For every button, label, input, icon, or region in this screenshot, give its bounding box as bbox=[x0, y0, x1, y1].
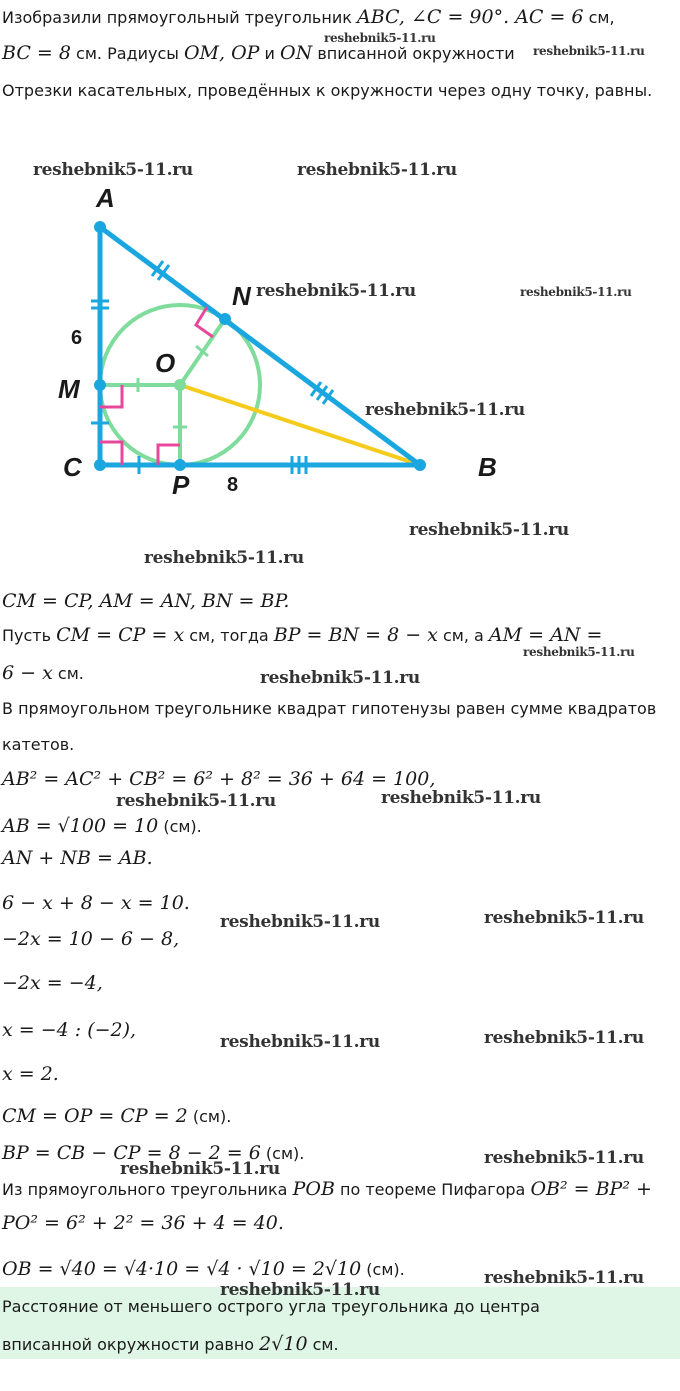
watermark: reshebnik5-11.ru bbox=[484, 1148, 644, 1168]
label-side-bc: 8 bbox=[227, 474, 239, 496]
label-p: P bbox=[172, 470, 190, 500]
sol-line-11: −2x = −4, bbox=[2, 972, 103, 994]
point-b bbox=[414, 459, 426, 471]
point-c bbox=[94, 459, 106, 471]
watermark: reshebnik5-11.ru bbox=[381, 788, 541, 808]
intro-line-1: Изобразили прямоугольный треугольник ABC, ∠C = 90°. AC = 6 см, bbox=[2, 6, 615, 28]
segment-ob bbox=[180, 385, 420, 465]
sol-line-12: x = −4 : (−2), bbox=[2, 1019, 137, 1041]
answer-line-1: Расстояние от меньшего острого угла треугольника до центра bbox=[2, 1297, 540, 1316]
watermark: reshebnik5-11.ru bbox=[256, 281, 416, 301]
intro-line-2: BC = 8 см. Радиусы OM, OP и ON вписанной окружности bbox=[2, 42, 515, 64]
watermark: reshebnik5-11.ru bbox=[484, 1268, 644, 1288]
sol-line-5: катетов. bbox=[2, 735, 75, 754]
sol-line-6: AB² = AC² + CB² = 6² + 8² = 36 + 64 = 100, bbox=[2, 768, 436, 790]
label-o: O bbox=[155, 348, 176, 378]
sol-line-7: AB = √100 = 10 (см). bbox=[2, 815, 202, 837]
label-c: C bbox=[63, 452, 82, 482]
point-a bbox=[94, 221, 106, 233]
watermark: reshebnik5-11.ru bbox=[220, 912, 380, 932]
sol-line-10: −2x = 10 − 6 − 8, bbox=[2, 928, 180, 950]
sol-line-1: CM = CP, AM = AN, BN = BP. bbox=[2, 590, 290, 612]
watermark: reshebnik5-11.ru bbox=[533, 44, 645, 58]
label-side-ac: 6 bbox=[71, 327, 83, 349]
watermark: reshebnik5-11.ru bbox=[297, 160, 457, 180]
triangle-abc bbox=[100, 227, 420, 465]
watermark: reshebnik5-11.ru bbox=[409, 520, 569, 540]
sol-line-13: x = 2. bbox=[2, 1063, 59, 1085]
sol-line-3: 6 − x см. bbox=[2, 662, 84, 684]
label-a: A bbox=[96, 183, 115, 213]
watermark: reshebnik5-11.ru bbox=[520, 285, 632, 299]
watermark: reshebnik5-11.ru bbox=[484, 1028, 644, 1048]
watermark: reshebnik5-11.ru bbox=[260, 668, 420, 688]
watermark: reshebnik5-11.ru bbox=[484, 908, 644, 928]
answer-line-2: вписанной окружности равно 2√10 см. bbox=[2, 1333, 339, 1355]
point-n bbox=[219, 313, 231, 325]
point-o bbox=[174, 379, 186, 391]
watermark: reshebnik5-11.ru bbox=[144, 548, 304, 568]
label-n: N bbox=[232, 281, 251, 311]
watermark: reshebnik5-11.ru bbox=[365, 400, 525, 420]
point-m bbox=[94, 379, 106, 391]
sol-line-17: PO² = 6² + 2² = 36 + 4 = 40. bbox=[2, 1212, 284, 1234]
watermark: reshebnik5-11.ru bbox=[324, 31, 436, 45]
intro-line-3: Отрезки касательных, проведённых к окружности через одну точку, равны. bbox=[2, 81, 653, 100]
sol-line-8: AN + NB = AB. bbox=[2, 847, 153, 869]
sol-line-14: CM = OP = CP = 2 (см). bbox=[2, 1105, 232, 1127]
watermark: reshebnik5-11.ru bbox=[120, 1159, 280, 1179]
sol-line-16: Из прямоугольного треугольника POB по теореме Пифагора OB² = BP² + bbox=[2, 1178, 652, 1200]
watermark: reshebnik5-11.ru bbox=[116, 791, 276, 811]
sol-line-18: OB = √40 = √4·10 = √4 · √10 = 2√10 (см). bbox=[2, 1258, 405, 1280]
triangle-figure bbox=[0, 150, 680, 570]
watermark: reshebnik5-11.ru bbox=[33, 160, 193, 180]
sol-line-2: Пусть CM = CP = x см, тогда BP = BN = 8 − x см, а AM = AN = bbox=[2, 624, 603, 646]
label-m: M bbox=[58, 374, 80, 404]
watermark: reshebnik5-11.ru bbox=[523, 645, 635, 659]
sol-line-4: В прямоугольном треугольнике квадрат гипотенузы равен сумме квадратов bbox=[2, 699, 657, 718]
label-b: B bbox=[478, 452, 497, 482]
sol-line-9: 6 − x + 8 − x = 10. bbox=[2, 892, 190, 914]
sol-line-15: BP = CB − CP = 8 − 2 = 6 (см). bbox=[2, 1142, 305, 1164]
watermark: reshebnik5-11.ru bbox=[220, 1280, 380, 1300]
watermark: reshebnik5-11.ru bbox=[220, 1032, 380, 1052]
